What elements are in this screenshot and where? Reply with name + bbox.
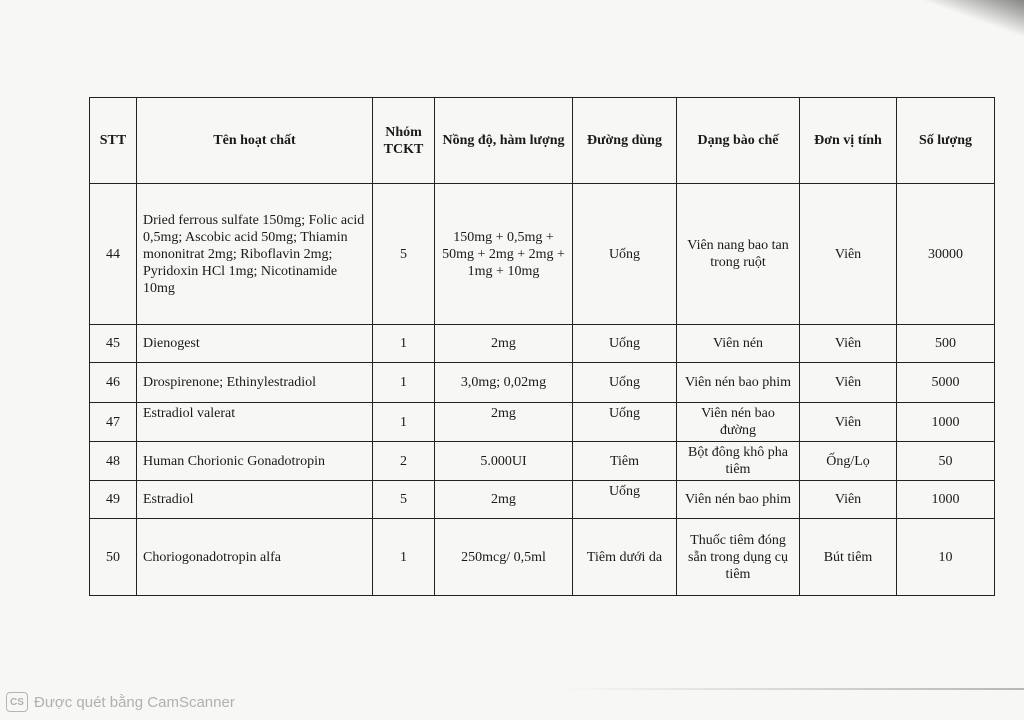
cell-name: Estradiol valerat bbox=[137, 403, 373, 442]
cell-unit: Viên bbox=[800, 481, 897, 519]
cell-group: 5 bbox=[373, 481, 435, 519]
cell-strength: 250mcg/ 0,5ml bbox=[435, 519, 573, 596]
cell-qty: 50 bbox=[897, 442, 995, 481]
cell-unit: Viên bbox=[800, 184, 897, 325]
cell-group: 1 bbox=[373, 403, 435, 442]
cell-stt: 44 bbox=[90, 184, 137, 325]
cell-name: Dienogest bbox=[137, 325, 373, 363]
cell-qty: 1000 bbox=[897, 481, 995, 519]
cell-unit: Viên bbox=[800, 403, 897, 442]
cell-stt: 47 bbox=[90, 403, 137, 442]
cell-route: Uống bbox=[573, 481, 677, 519]
cell-group: 2 bbox=[373, 442, 435, 481]
cell-form: Bột đông khô pha tiêm bbox=[677, 442, 800, 481]
cell-group: 5 bbox=[373, 184, 435, 325]
table-row bbox=[90, 519, 995, 596]
header-group: Nhóm TCKT bbox=[373, 98, 435, 184]
header-strength: Nồng độ, hàm lượng bbox=[435, 98, 573, 184]
cell-strength: 2mg bbox=[435, 481, 573, 519]
cell-group: 1 bbox=[373, 363, 435, 403]
cell-strength: 5.000UI bbox=[435, 442, 573, 481]
table-row bbox=[90, 184, 995, 325]
cell-qty: 5000 bbox=[897, 363, 995, 403]
camscanner-logo-icon: CS bbox=[6, 692, 28, 712]
header-unit: Đơn vị tính bbox=[800, 98, 897, 184]
cell-name: Human Chorionic Gonadotropin bbox=[137, 442, 373, 481]
camscanner-watermark bbox=[6, 692, 235, 712]
cell-form: Thuốc tiêm đóng sẵn trong dụng cụ tiêm bbox=[677, 519, 800, 596]
cell-qty: 30000 bbox=[897, 184, 995, 325]
cell-stt: 48 bbox=[90, 442, 137, 481]
cell-unit: Viên bbox=[800, 325, 897, 363]
cell-strength: 3,0mg; 0,02mg bbox=[435, 363, 573, 403]
cell-form: Viên nén bao phim bbox=[677, 363, 800, 403]
cell-name: Dried ferrous sulfate 150mg; Folic acid 0,5mg; Ascobic acid 50mg; Thiamin mononitrat 2mg; Riboflavin 2mg; Pyridoxin HCl 1mg; Nicotinamide 10mg bbox=[137, 184, 373, 325]
cell-group: 1 bbox=[373, 519, 435, 596]
table-row bbox=[90, 442, 995, 481]
cell-route: Uống bbox=[573, 403, 677, 442]
cell-strength: 2mg bbox=[435, 325, 573, 363]
scan-edge-line bbox=[560, 688, 1024, 690]
drug-table bbox=[89, 97, 995, 596]
cell-form: Viên nén bbox=[677, 325, 800, 363]
table-row bbox=[90, 363, 995, 403]
cell-form: Viên nang bao tan trong ruột bbox=[677, 184, 800, 325]
header-stt: STT bbox=[90, 98, 137, 184]
header-quantity: Số lượng bbox=[897, 98, 995, 184]
cell-stt: 45 bbox=[90, 325, 137, 363]
corner-shadow bbox=[904, 0, 1024, 40]
cell-strength: 2mg bbox=[435, 403, 573, 442]
cell-route: Uống bbox=[573, 363, 677, 403]
cell-route: Uống bbox=[573, 325, 677, 363]
cell-qty: 10 bbox=[897, 519, 995, 596]
cell-unit: Ống/Lọ bbox=[800, 442, 897, 481]
watermark-text: Được quét bằng CamScanner bbox=[34, 693, 235, 711]
header-dosage-form: Dạng bào chế bbox=[677, 98, 800, 184]
cell-qty: 500 bbox=[897, 325, 995, 363]
cell-stt: 46 bbox=[90, 363, 137, 403]
cell-group: 1 bbox=[373, 325, 435, 363]
cell-form: Viên nén bao đường bbox=[677, 403, 800, 442]
cell-stt: 49 bbox=[90, 481, 137, 519]
cell-route: Tiêm bbox=[573, 442, 677, 481]
table-row bbox=[90, 403, 995, 442]
cell-form: Viên nén bao phim bbox=[677, 481, 800, 519]
cell-route: Uống bbox=[573, 184, 677, 325]
table-row bbox=[90, 481, 995, 519]
cell-name: Choriogonadotropin alfa bbox=[137, 519, 373, 596]
cell-name: Estradiol bbox=[137, 481, 373, 519]
cell-qty: 1000 bbox=[897, 403, 995, 442]
cell-stt: 50 bbox=[90, 519, 137, 596]
header-route: Đường dùng bbox=[573, 98, 677, 184]
header-row bbox=[90, 98, 995, 184]
table-row bbox=[90, 325, 995, 363]
header-active-ingredient: Tên hoạt chất bbox=[137, 98, 373, 184]
cell-unit: Viên bbox=[800, 363, 897, 403]
cell-unit: Bút tiêm bbox=[800, 519, 897, 596]
cell-name: Drospirenone; Ethinylestradiol bbox=[137, 363, 373, 403]
cell-strength: 150mg + 0,5mg + 50mg + 2mg + 2mg + 1mg + 10mg bbox=[435, 184, 573, 325]
cell-route: Tiêm dưới da bbox=[573, 519, 677, 596]
